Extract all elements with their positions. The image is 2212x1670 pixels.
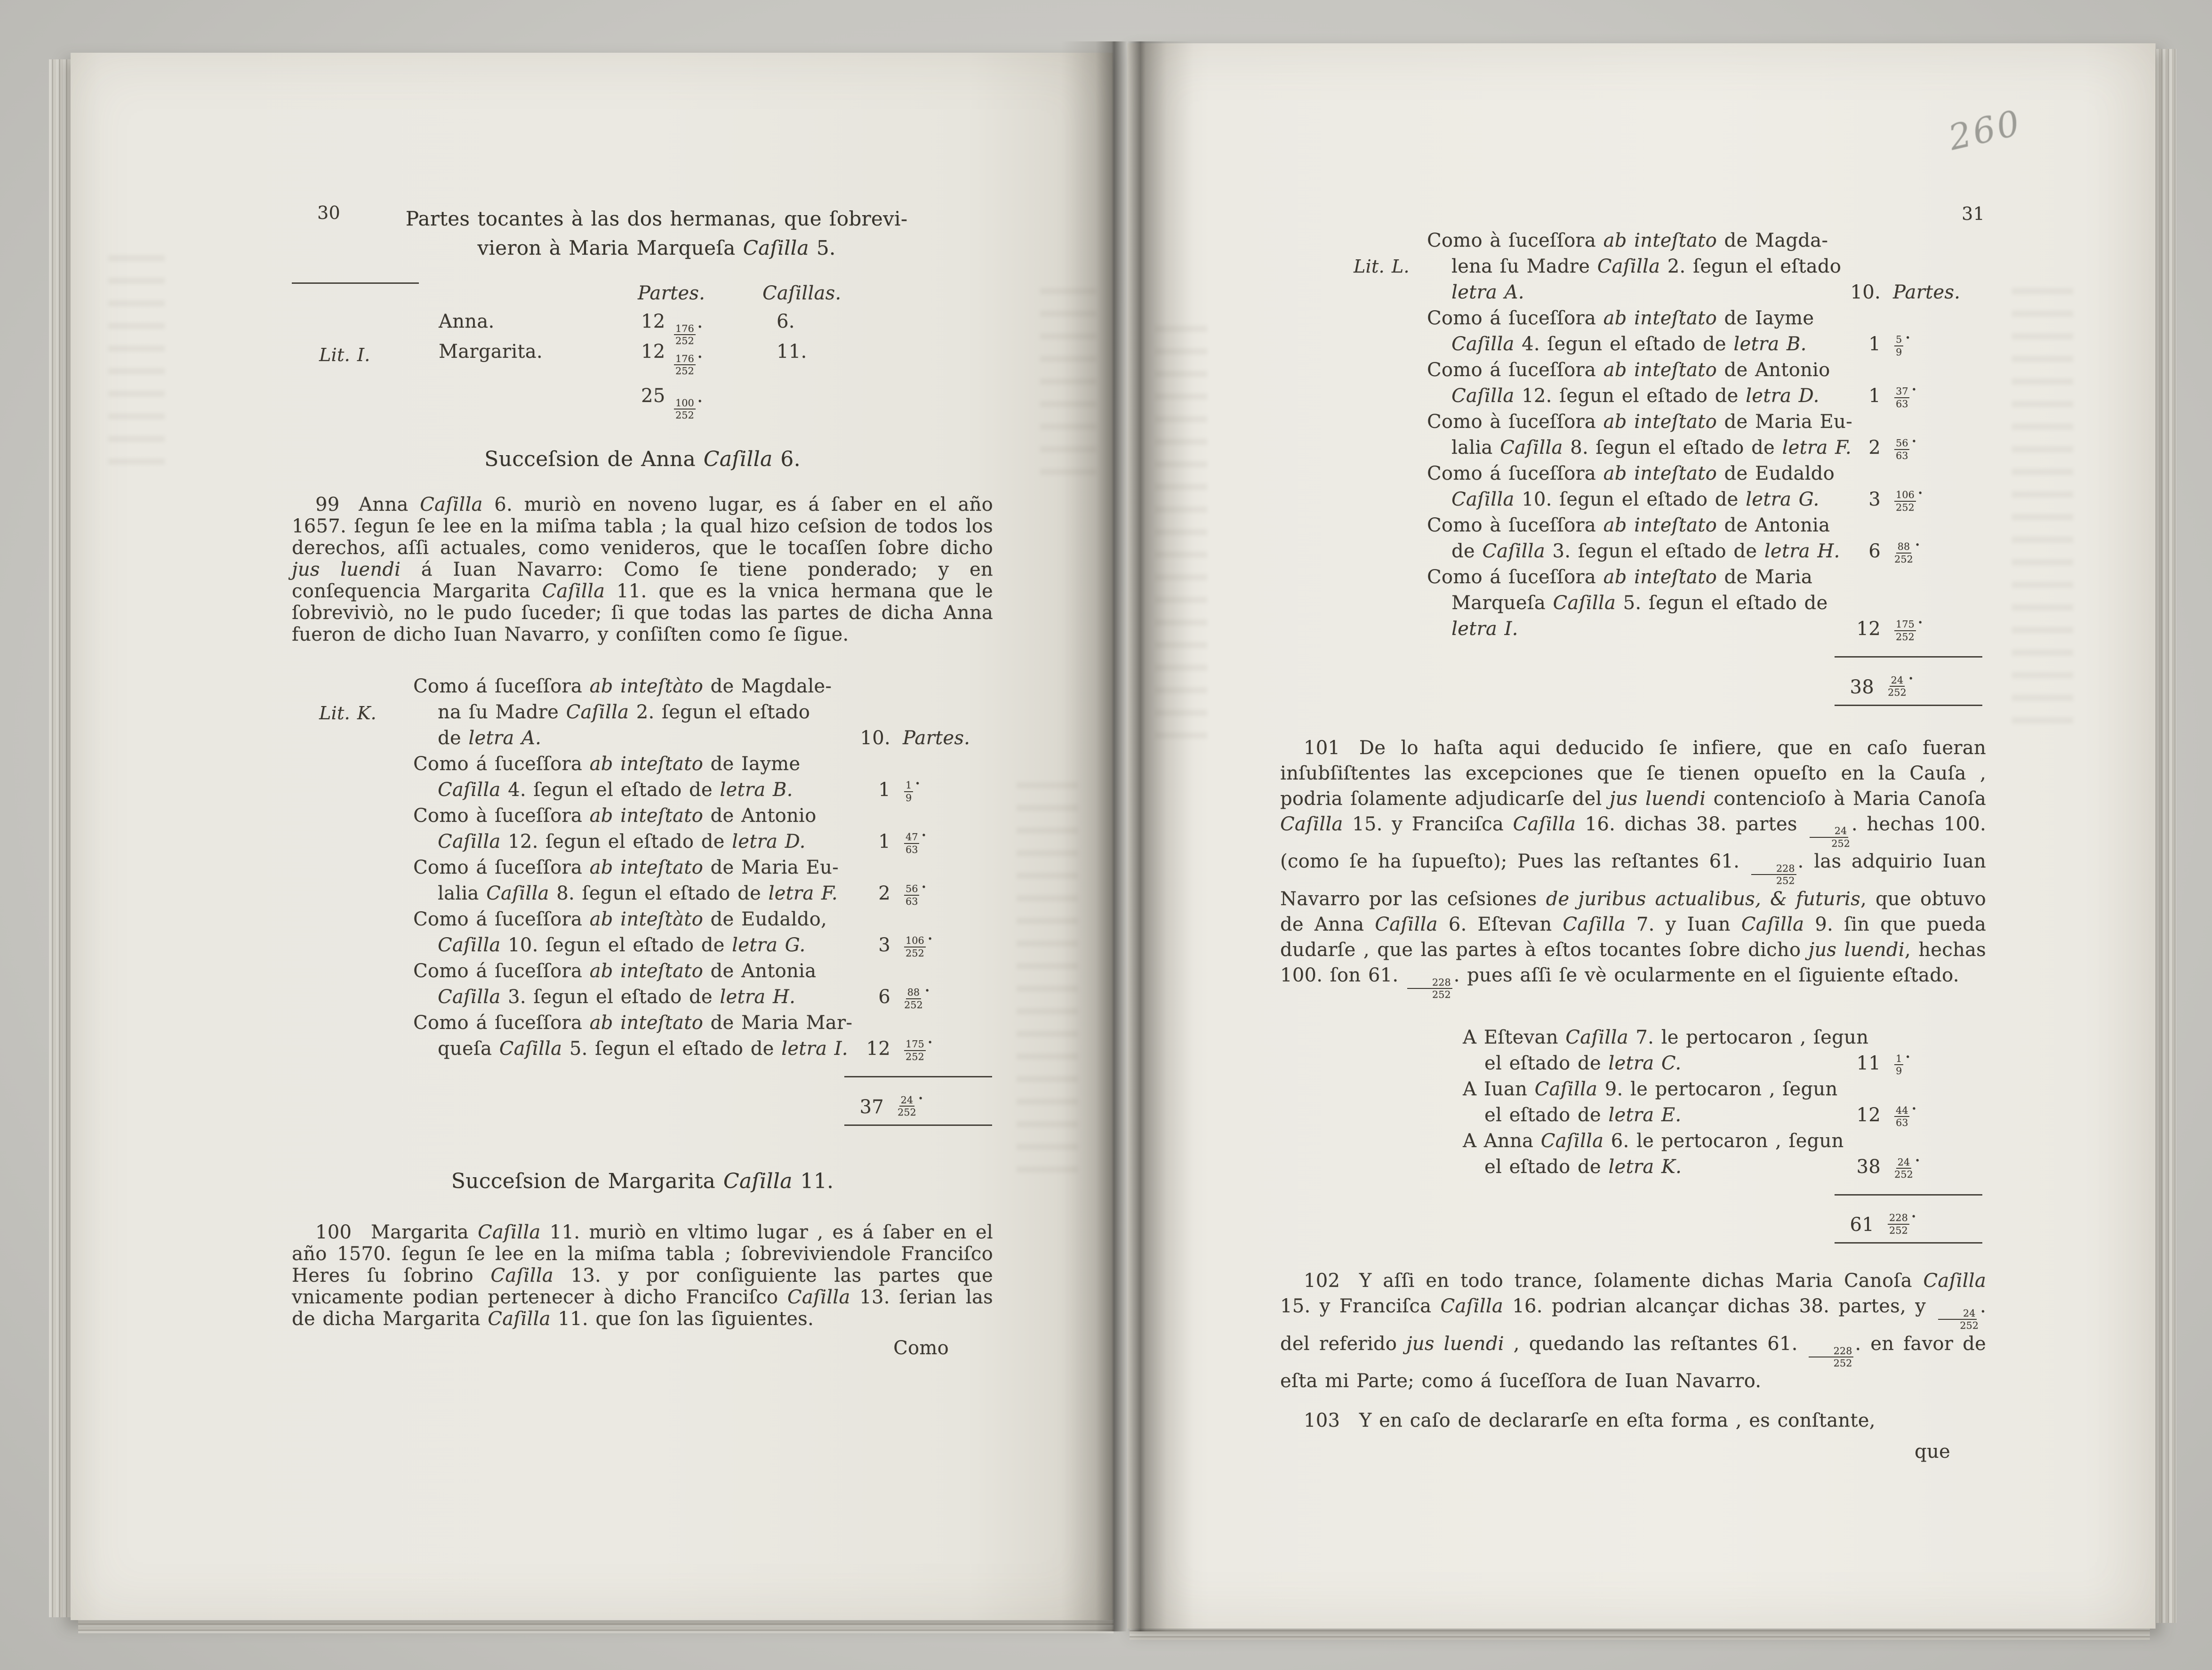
list-item-text: Como á ſuceſſora ab inteſtato de Eudaldo Caſilla 10. ſegun el eſtado de letra G. [1427, 463, 1835, 510]
list-item-fraction: $\frac{106}{252}$ . [890, 921, 989, 958]
page-number-right: 31 [1962, 203, 1985, 224]
catchword-left: Como [893, 1337, 949, 1359]
list-total-parts: 38 [1850, 676, 1874, 698]
paragraph-101: 101 De lo haſta aqui deducido ſe infiere, que en caſo fueran inſubſiſtentes las excepciones que ſe tienen opueſto en la Cauſa , podria ſolamente adjudicarſe del jus luendi contencioſo à Maria Canoſa Caſilla 15. y Franciſca Caſilla 16. dichas 38. partes $\frac{24}{252}$ . hechas 100. (como ſe ha ſupueſto); Pues las reſtantes 61. $\frac{228}{252}$ . las adquirio Iuan Navarro por las ceſsiones de juribus actualibus, & futuris, que obtuvo de Anna Caſilla 6. Eſtevan Caſilla 7. y Iuan Caſilla 9. ſin que pueda dudarſe , que las partes à eſtos tocantes ſobre dicho jus luendi, hechas 100. ſon 61. $\frac{228}{252}$ . pues aſſi ſe vè ocularmente en el ſiguiente eſtado. [1280, 737, 1987, 1001]
list-item-parts: 2 [878, 883, 890, 904]
list-item-fraction: $\frac{44}{63}$ . [1881, 1091, 1980, 1128]
list-total-fraction: $\frac{228}{252}$ . [1874, 1200, 1973, 1236]
list-item-parts: 10. [860, 727, 890, 749]
catchword-right: que [1915, 1441, 1950, 1463]
list-item-text: Como á ſuceſſora ab inteſtàto de Magdale- na ſu Madre Caſilla 2. ſegun el eſtado de letra A. [413, 675, 832, 749]
table-row-name: Anna. [439, 311, 495, 332]
list-item-text: A Eſtevan Caſilla 7. le pertocaron , ſegun el eſtado de letra C. [1463, 1026, 1869, 1074]
page-edge-stack-bottom-left [78, 1619, 1114, 1633]
list-total-fraction: $\frac{24}{252}$ . [898, 1082, 924, 1118]
list-item [1427, 305, 1986, 357]
list-item-text: Como á ſuceſſora ab inteſtato de Maria Marqueſa Caſilla 5. ſegun el eſtado de letra I. [1427, 566, 1828, 640]
right-text-block [1280, 43, 2026, 1629]
list-item-text: Como à ſuceſſora ab inteſtato de Antonio Caſilla 12. ſegun el eſtado de letra D. [413, 805, 817, 852]
list-item-parts: 38 [1856, 1156, 1881, 1178]
list-item [1427, 513, 1986, 564]
lit-k-list [319, 674, 993, 1126]
list-item-text: Como á ſuceſſora ab inteſtàto de Eudaldo, Caſilla 10. ſegun el eſtado de letra G. [413, 908, 827, 956]
list-item-fraction: $\frac{175}{252}$ . [1881, 604, 1980, 642]
handwritten-folio-number: 260 [1945, 102, 2026, 159]
list-item-fraction: $\frac{175}{252}$ . [890, 1024, 989, 1062]
list-item-parts: 12 [1856, 618, 1881, 640]
list-item [1427, 461, 1986, 513]
list-item-text: Como á ſuceſſora ab inteſtato de Maria Mar- queſa Caſilla 5. ſegun el eſtado de letra I. [413, 1012, 853, 1060]
page-left [71, 53, 1113, 1620]
list-item [413, 958, 993, 1010]
column-header-casillas: Caſillas. [762, 282, 842, 304]
list-item-fraction: $\frac{56}{63}$ . [890, 869, 989, 907]
list-item-fraction: $\frac{1}{9}$ . [890, 765, 989, 803]
list-item [413, 751, 993, 803]
list-total-fraction: $\frac{24}{252}$ . [1888, 662, 1914, 699]
list-total [1835, 1194, 1982, 1244]
list-item-text: Como á ſuceſſora ab inteſtato de Antonia Caſilla 3. ſegun el eſtado de letra H. [413, 960, 817, 1008]
list-total-parts: 61 [1850, 1214, 1874, 1236]
list-item [413, 907, 993, 958]
list-item-parts: 3 [1868, 489, 1881, 510]
page-edge-stack-right [2155, 49, 2176, 1623]
list-item-fraction: $\frac{106}{252}$ . [1881, 475, 1980, 513]
list-item [413, 1010, 993, 1062]
table-row-casilla-value: 6. [777, 311, 795, 332]
list-item-fraction: $\frac{56}{63}$ . [1881, 423, 1980, 461]
list-item [1427, 564, 1986, 642]
list-item [1427, 409, 1986, 461]
list-total [1835, 656, 1982, 706]
page-number-left: 30 [317, 202, 340, 223]
list-item-text: Como à ſuceſſora ab inteſtato de Maria Eu- lalia Caſilla 8. ſegun el eſtado de letra F. [1427, 411, 1852, 458]
list-item-text: Como á ſuceſſora ab inteſtato de Antonio Caſilla 12. ſegun el eſtado de letra D. [1427, 359, 1830, 407]
list-item-parts: 12 [1856, 1104, 1881, 1126]
list-item [413, 674, 993, 751]
list-item-parts: 6 [1868, 540, 1881, 562]
list-item [1427, 228, 1986, 305]
list-item-parts: 1 [1868, 385, 1881, 407]
page-edge-stack-left [49, 59, 72, 1617]
list-item-fraction: $\frac{5}{9}$ . [1881, 320, 1980, 357]
list-item-text: A Anna Caſilla 6. le pertocaron , ſegun el eſtado de letra K. [1463, 1130, 1844, 1178]
table-row-name: Margarita. [439, 341, 543, 362]
list-item-parts: 1 [878, 831, 890, 852]
list-item-fraction: $\frac{47}{63}$ . [890, 817, 989, 855]
bleed-through-smudge [1155, 326, 1207, 749]
margin-label-lit-k: Lit. K. [319, 703, 377, 723]
paragraph-102: 102 Y aſſi en todo trance, ſolamente dichas Maria Canoſa Caſilla 15. y Franciſca Caſilla 16. podrian alcançar dichas 38. partes, y $\frac{24}{252}$ . del referido jus luendi , quedando las reſtantes 61. $\frac{228}{252}$ . en favor de eſta mi Parte; como á ſuceſſora de Iuan Navarro. [1280, 1270, 1986, 1392]
list-item-fraction: $\frac{88}{252}$ . [904, 974, 930, 1011]
table-row-partes-value: 12 $\frac{176}{252}$ . [641, 341, 703, 377]
list-item [1463, 1076, 1986, 1128]
left-main-heading: Partes tocantes à las dos hermanas, que ſobrevi- vieron à Maria Marqueſa Caſilla 5. [405, 207, 908, 259]
table-total: 25 $\frac{100}{252}$ . [641, 385, 703, 421]
list-item-parts: 2 [1868, 437, 1881, 458]
list-item-text: Como à ſuceſſora ab inteſtato de Antonia de Caſilla 3. ſegun el eſtado de letra H. [1427, 514, 1840, 562]
list-total-parts: 37 [859, 1096, 884, 1118]
bleed-through-smudge [1040, 288, 1097, 486]
succession-anna-heading: Succeſsion de Anna Caſilla 6. [484, 447, 801, 471]
list-item-parts: 12 [866, 1038, 890, 1060]
list-item-fraction: Partes. [1893, 281, 1961, 303]
list-item [413, 855, 993, 907]
paragraph-100: 100 Margarita Caſilla 11. muriò en vltimo lugar , es á ſaber en el año 1570. ſegun ſe lee en la miſma tabla ; ſobreviviendole Franciſco Heres ſu ſobrino Caſilla 13. y por conſiguiente las partes que vnicamente podian pertenecer à dicho Franciſco Caſilla 13. ſerian las de dicha Margarita Caſilla 11. que ſon las ſiguientes. [292, 1221, 993, 1330]
list-item-parts: 3 [878, 934, 890, 956]
list-item-text: Como á ſuceſſora ab inteſtato de Iayme Caſilla 4. ſegun el eſtado de letra B. [413, 753, 801, 801]
page-right [1127, 43, 2156, 1629]
list-item [413, 803, 993, 855]
list-item-parts: 10. [1850, 281, 1881, 303]
column-header-partes: Partes. [638, 282, 705, 304]
list-item-parts: 1 [1868, 333, 1881, 355]
succession-margarita-heading: Succeſsion de Margarita Caſilla 11. [451, 1169, 834, 1193]
list-item-fraction: $\frac{1}{9}$ . [1881, 1039, 1980, 1076]
paragraph-103: 103 Y en caſo de declararſe en eſta forma , es conſtante, [1304, 1410, 1875, 1432]
estado-list [1463, 1025, 1986, 1244]
bleed-through-smudge [2012, 288, 2073, 735]
list-item [1427, 357, 1986, 409]
list-item [1463, 1128, 1986, 1180]
page-edge-stack-bottom-right [1130, 1628, 2150, 1640]
partes-table [292, 282, 993, 421]
table-row-partes-value: 12 $\frac{176}{252}$ . [641, 311, 703, 347]
list-item-parts: 11 [1856, 1052, 1881, 1074]
list-item-text: Como á ſuceſſora ab inteſtato de Maria Eu- lalia Caſilla 8. ſegun el eſtado de letra F. [413, 857, 839, 904]
left-text-block [292, 53, 993, 1620]
list-item-fraction: $\frac{88}{252}$ . [1894, 529, 1921, 565]
bleed-through-smudge [1017, 782, 1078, 1182]
list-item-text: A Iuan Caſilla 9. le pertocaron , ſegun el eſtado de letra E. [1463, 1078, 1838, 1126]
margin-label-lit-i: Lit. I. [319, 345, 370, 365]
list-item-text: Como á ſuceſſora ab inteſtato de Iayme Caſilla 4. ſegun el eſtado de letra B. [1427, 307, 1814, 355]
margin-label-lit-l: Lit. L. [1354, 256, 1410, 277]
lit-l-list [1354, 228, 1986, 706]
bleed-through-smudge [108, 255, 165, 472]
table-sum-rule [292, 282, 419, 284]
list-item-text: Como à ſuceſſora ab inteſtato de Magda- lena ſu Madre Caſilla 2. ſegun el eſtado letra A. [1427, 230, 1842, 303]
list-item-fraction: $\frac{24}{252}$ . [1894, 1144, 1921, 1180]
list-item [1463, 1025, 1986, 1076]
paragraph-99: 99 Anna Caſilla 6. muriò en noveno lugar, es á ſaber en el año 1657. ſegun ſe lee en la miſma tabla ; la qual hizo ceſsion de todos los derechos, aſſi actuales, como venideros, que le tocaſſen ſobre dicho jus luendi á Iuan Navarro: Como ſe tiene ponderado; y en conſequencia Margarita Caſilla 11. que es la vnica hermana que le ſobreviviò, no le pudo ſuceder; ſi que todas las partes de dicha Anna fueron de dicho Iuan Navarro, y conſiſten como ſe ſigue. [292, 494, 994, 645]
list-item-parts: 6 [878, 986, 890, 1008]
list-total [844, 1076, 992, 1126]
list-item-parts: 1 [878, 779, 890, 801]
table-row-casilla-value: 11. [777, 341, 807, 362]
list-item-fraction: Partes. [903, 727, 970, 749]
list-item-fraction: $\frac{37}{63}$ . [1881, 371, 1980, 409]
